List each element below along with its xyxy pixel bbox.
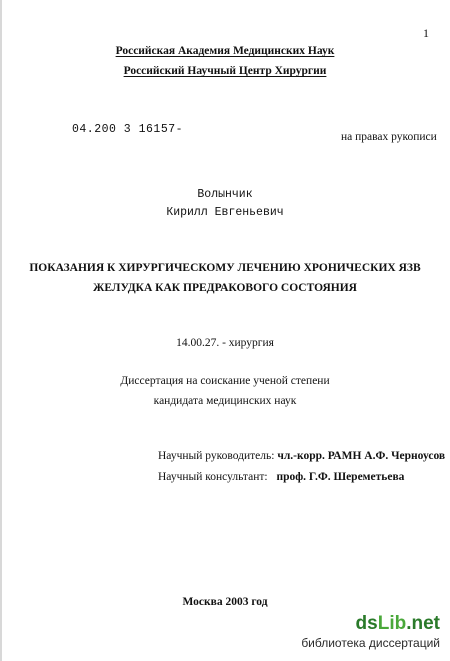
supervisor-name: чл.-корр. РАМН А.Ф. Черноусов	[277, 450, 446, 462]
logo-ds: ds	[355, 613, 378, 634]
specialty: 14.00.27. - хирургия	[176, 337, 274, 349]
dslib-watermark	[301, 614, 440, 650]
consultant-row	[158, 471, 404, 483]
place-year: Москва 2003 год	[182, 596, 268, 608]
registration-stamp: 04.200 3 16157-	[72, 123, 184, 136]
center-name: Российский Научный Центр Хирургии	[123, 65, 327, 77]
dissertation-title-line2: ЖЕЛУДКА КАК ПРЕДРАКОВОГО СОСТОЯНИЯ	[93, 282, 357, 294]
scan-edge	[0, 0, 2, 661]
dissertation-type-line2: кандидата медицинских наук	[153, 395, 297, 407]
dissertation-title-line1: ПОКАЗАНИЯ К ХИРУРГИЧЕСКОМУ ЛЕЧЕНИЮ ХРОНИЧЕСКИХ ЯЗВ	[29, 262, 421, 274]
page-number: 1	[423, 26, 429, 40]
manuscript-note: на правах рукописи	[341, 131, 437, 143]
logo-lib: Lib	[377, 613, 407, 634]
watermark-subtitle: библиотека диссертаций	[301, 636, 440, 650]
dslib-logo	[301, 614, 440, 634]
supervisor-row	[158, 450, 445, 462]
consultant-label: Научный консультант:	[158, 471, 268, 483]
academy-name: Российская Академия Медицинских Наук	[115, 45, 335, 57]
author-given-names: Кирилл Евгеньевич	[166, 206, 284, 219]
author-surname: Волынчик	[197, 188, 253, 201]
dissertation-type-line1: Диссертация на соискание ученой степени	[120, 375, 330, 387]
logo-net: .net	[406, 613, 440, 634]
supervisor-label: Научный руководитель:	[158, 450, 275, 462]
consultant-name: проф. Г.Ф. Шереметьева	[276, 471, 405, 483]
